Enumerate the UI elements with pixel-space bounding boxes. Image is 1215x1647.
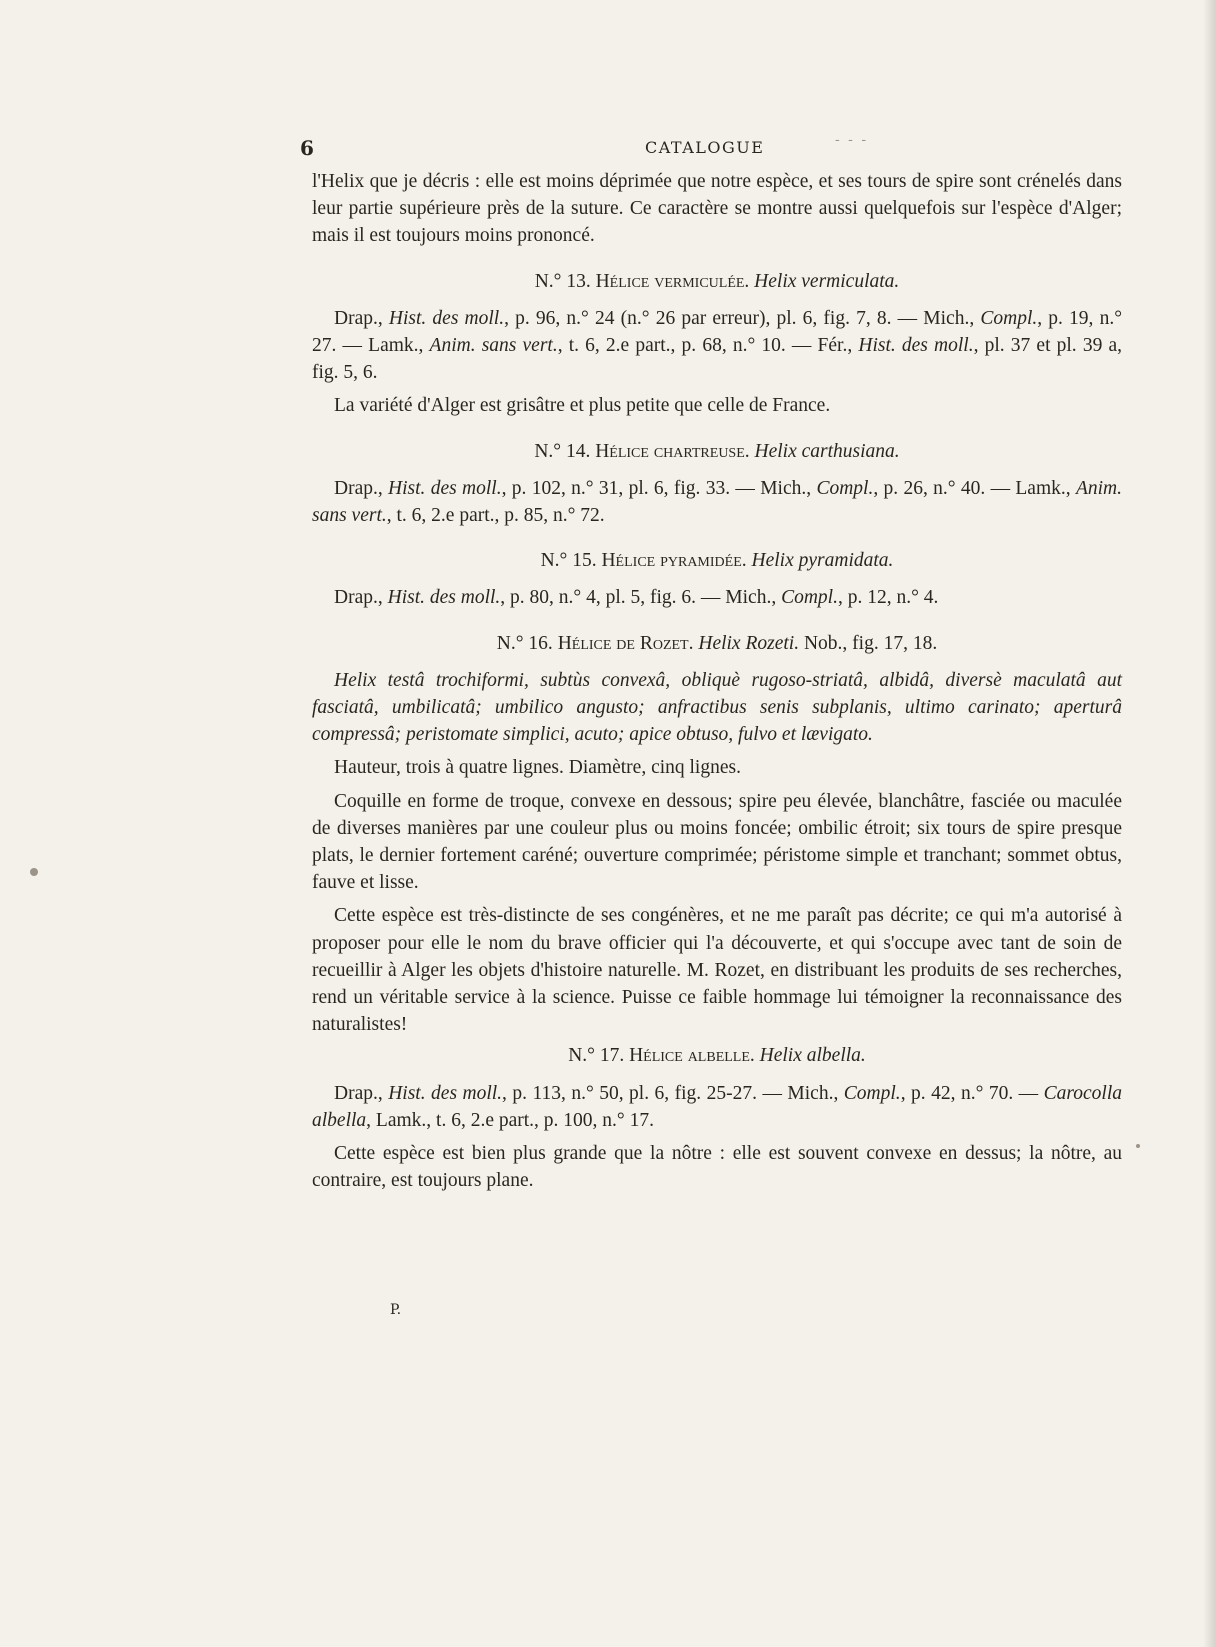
entry-16-heading: [312, 630, 1122, 657]
page-body: [312, 168, 1122, 1195]
species-french-name: Hélice chartreuse.: [595, 440, 750, 462]
running-title: CATALOGUE: [645, 138, 765, 157]
page-header: [300, 132, 1120, 162]
entry-number: N.° 14.: [534, 440, 591, 462]
entry-13-note: La variété d'Alger est grisâtre et plus petite que celle de France.: [334, 395, 831, 417]
margin-dot: [1136, 1144, 1140, 1148]
entry-15-references: Drap., Hist. des moll., p. 80, n.° 4, pl. 5, fig. 6. — Mich., Compl., p. 12, n.° 4.: [334, 587, 939, 609]
species-latin-name: Helix pyramidata.: [751, 550, 894, 572]
entry-17-references: Drap., Hist. des moll., p. 113, n.° 50, pl. 6, fig. 25-27. — Mich., Compl., p. 42, n.° 70. — Carocolla albella, Lamk., t. 6, 2.e part., p. 100, n.° 17.: [312, 1082, 1122, 1131]
species-french-name: Hélice vermiculée.: [595, 270, 750, 292]
signature-mark: P.: [390, 1302, 402, 1318]
entry-14-heading: [312, 438, 1122, 465]
header-dashes: - - -: [835, 132, 869, 148]
entry-number: N.° 16.: [496, 632, 553, 654]
page-number: 6: [300, 136, 314, 160]
entry-17-note: Cette espèce est bien plus grande que la nôtre : elle est souvent convexe en dessus; la nôtre, au contraire, est toujours plane.: [312, 1143, 1122, 1192]
entry-14-references: Drap., Hist. des moll., p. 102, n.° 31, pl. 6, fig. 33. — Mich., Compl., p. 26, n.° 40. — Lamk., Anim. sans vert., t. 6, 2.e part., p. 85, n.° 72.: [312, 477, 1122, 527]
species-latin-name: Helix albella.: [759, 1045, 866, 1067]
species-french-name: Hélice albelle.: [629, 1045, 755, 1067]
entry-15-heading: [312, 547, 1122, 574]
entry-13-references: Drap., Hist. des moll., p. 96, n.° 24 (n.° 26 par erreur), pl. 6, fig. 7, 8. — Mich., Compl., p. 19, n.° 27. — Lamk., Anim. sans vert., t. 6, 2.e part., p. 68, n.° 10. — Fér., Hist. des moll., pl. 37 et pl. 39 a, fig. 5, 6.: [312, 307, 1123, 384]
intro-paragraph: l'Helix que je décris : elle est moins déprimée que notre espèce, et ses tours de spire sont crénelés dans leur partie supérieure près de la suture. Ce caractère se montre aussi quelquefois sur l'espèce d'Alger; mais il est toujours moins prononcé.: [312, 171, 1122, 247]
entry-16-description: Coquille en forme de troque, convexe en dessous; spire peu élevée, blanchâtre, fasciée ou maculée de diverses manières par une couleur plus ou moins foncée; ombilic étroit; six tours de spire presque plats, le dernier fortement caréné; ouverture comprimée; péristome simple et tranchant; sommet obtus, fauve et lisse.: [312, 790, 1122, 894]
species-french-name: Hélice pyramidée.: [601, 550, 747, 572]
entry-16-note: Cette espèce est très-distincte de ses congénères, et ne me paraît pas décrite; ce qui m'a autorisé à proposer pour elle le nom du brave officier qui l'a découverte, et qui s'occupe avec tant de soin de recueillir à Alger les objets d'histoire naturelle. M. Rozet, en distribuant les produits de ses recherches, rend un véritable service à la science. Puisse ce faible hommage lui témoigner la reconnaissance des naturalistes!: [312, 905, 1122, 1036]
entry-13-heading: [312, 268, 1122, 295]
page-edge-shadow: [1203, 0, 1215, 1647]
entry-16-latin-description: Helix testâ trochiformi, subtùs convexâ, obliquè rugoso-striatâ, albidâ, diversè maculatâ aut fasciatâ, umbilicatâ; umbilico angusto; anfractibus senis subplanis, ultimo carinato; aperturâ compressâ; peristomate simplici, acuto; apice obtuso, fulvo et lævigato.: [312, 669, 1122, 746]
entry-number: N.° 15.: [540, 550, 597, 572]
margin-dot: [30, 868, 38, 876]
entry-17-heading: [312, 1042, 1122, 1069]
entry-number: N.° 13.: [534, 270, 591, 292]
entry-16-figure-ref: Nob., fig. 17, 18.: [803, 632, 938, 654]
species-french-name: Hélice de Rozet.: [557, 632, 694, 654]
species-latin-name: Helix carthusiana.: [754, 440, 900, 462]
entry-16-dimensions: Hauteur, trois à quatre lignes. Diamètre, cinq lignes.: [334, 757, 741, 779]
entry-number: N.° 17.: [568, 1045, 625, 1067]
species-latin-name: Helix Rozeti.: [698, 632, 800, 654]
species-latin-name: Helix vermiculata.: [754, 270, 900, 292]
